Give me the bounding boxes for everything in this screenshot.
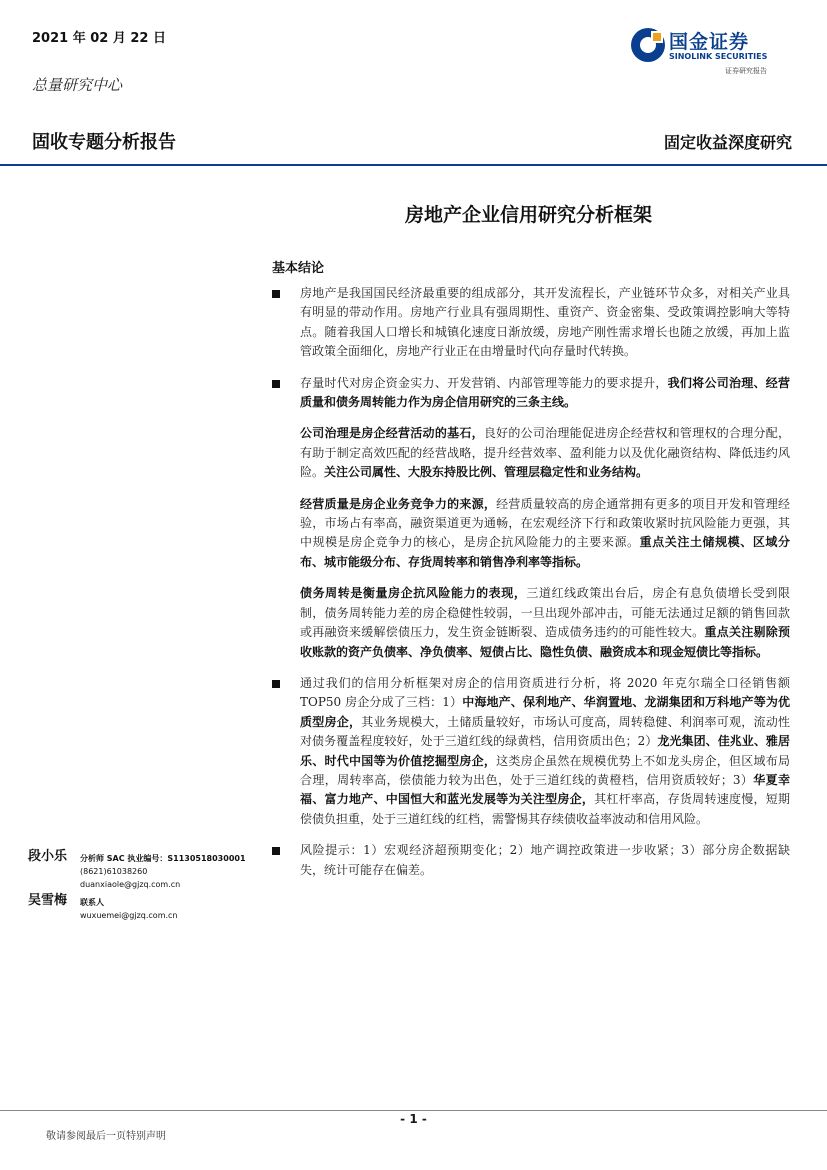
- bullet-emphasis: 我们将公司治理、经营质量和债务周转能力作为房企信用研究的三条主线。: [300, 375, 790, 410]
- author-role: 联系人: [80, 898, 104, 907]
- para-operating-quality: [270, 495, 790, 573]
- author-role: 分析师 SAC 执业编号：S1130518030001: [80, 854, 246, 863]
- report-series: 固定收益深度研究: [663, 133, 792, 152]
- bullet-three-mainlines: [270, 374, 790, 413]
- tier-quality: 中海地产、保利地产、华润置地、龙湖集团和万科地产等为优质型房企，: [300, 695, 790, 729]
- report-header-row: [32, 128, 792, 158]
- author-panel: [28, 850, 258, 938]
- para-focus: 关注公司属性、大股东持股比例、管理层稳定性和业务结构。: [324, 465, 649, 480]
- author-info: [80, 852, 246, 891]
- header-divider: [0, 164, 827, 166]
- tier-value: 龙光集团、佳兆业、雅居乐、时代中国等为价值挖掘型房企，: [300, 734, 790, 768]
- bullet-text: 这类房企虽然在规模优势上不如龙头房企，但区域布局合理，周转率高，偿债能力较为出色，处于三道红线的黄橙档，信用资质较好；3）: [300, 753, 790, 787]
- report-type: 固收专题分析报告: [32, 132, 176, 153]
- section-heading: 基本结论: [272, 261, 325, 276]
- para-focus: 重点关注土储规模、区域分布、城市能级分布、存货周转率和销售净利率等指标。: [300, 535, 790, 569]
- page-number: - 1 -: [400, 1112, 427, 1126]
- footer-disclaimer: 敬请参阅最后一页特别声明: [46, 1131, 166, 1142]
- para-debt-turnover: [270, 584, 790, 662]
- document-title: 房地产企业信用研究分析框架: [404, 204, 652, 226]
- para-text: 良好的公司治理能促进房企经营权和管理权的合理分配，有助于制定高效匹配的经营战略，提升经营效率、盈利能力以及优化融资结构、降低违约风险。: [300, 426, 790, 480]
- logo-subtitle: 证券研究报告: [725, 67, 767, 75]
- logo-name-en: SINOLINK SECURITIES: [669, 52, 768, 61]
- summary-content: [270, 284, 790, 892]
- para-focus: 重点关注剔除预收账款的资产负债率、净负债率、短债占比、隐性负债、融资成本和现金短债比等指标。: [300, 625, 790, 659]
- bullet-risk-warning: [270, 841, 790, 880]
- tier-watch: 华夏幸福、富力地产、中国恒大和蓝光发展等为关注型房企，: [300, 772, 790, 807]
- bullet-text: 通过我们的信用分析框架对房企的信用资质进行分析，将 2020 年克尔瑞全口径销售额 TOP50 房企分成了三档：1）: [300, 675, 790, 710]
- bullet-text: 存量时代对房企资金实力、开发营销、内部管理等能力的要求提升，: [300, 375, 668, 390]
- author-entry: [28, 850, 258, 894]
- bullet-text: 房地产是我国国民经济最重要的组成部分，其开发流程长，产业链环节众多，对相关产业具有明显的带动作用。房地产行业具有强周期性、重资产、资金密集、受政策调控影响大等特点。随着我国人口增长和城镇化速度日渐放缓，房地产刚性需求增长也随之放缓，再加上监管政策全面细化，房地产行业正在由增量时代向存量时代转换。: [300, 286, 790, 359]
- square-bullet-icon: [272, 847, 280, 855]
- sinolink-logo-icon: [629, 26, 667, 64]
- footer-divider: [0, 1110, 827, 1111]
- para-lead: 债务周转是衡量房企抗风险能力的表现，: [300, 586, 527, 601]
- report-date: 2021 年 02 月 22 日: [32, 31, 166, 46]
- square-bullet-icon: [272, 380, 280, 388]
- bullet-text: 其业务规模大，土储质量较好，市场认可度高，周转稳健、利润率可观，流动性对债务覆盖程度较好，处于三道红线的绿黄档，信用资质出色；2）: [300, 714, 790, 749]
- para-text: 三道红线政策出台后，房企有息负债增长受到限制，债务周转能力差的房企稳健性较弱，一旦出现外部冲击，可能无法通过足额的销售回款或再融资来缓解偿债压力，发生资金链断裂、造成债务违约的可能性较大。: [300, 586, 790, 640]
- author-info: [80, 896, 178, 922]
- author-email[interactable]: duanxiaole@gjzq.com.cn: [80, 880, 181, 889]
- square-bullet-icon: [272, 290, 280, 298]
- bullet-text: 风险提示：1）宏观经济超预期变化；2）地产调控政策进一步收紧；3）部分房企数据缺失，统计可能存在偏差。: [300, 843, 790, 877]
- logo-name-cn: 国金证券: [669, 31, 750, 53]
- para-lead: 公司治理是房企经营活动的基石，: [300, 426, 484, 441]
- department-name: 总量研究中心: [32, 76, 123, 94]
- bullet-tiering: [270, 674, 790, 829]
- square-bullet-icon: [272, 680, 280, 688]
- author-name: 段小乐: [28, 849, 68, 864]
- author-entry: [28, 894, 258, 938]
- author-email[interactable]: wuxuemei@gjzq.com.cn: [80, 911, 178, 920]
- author-phone: (8621)61038260: [80, 867, 148, 876]
- para-text: 经营质量较高的房企通常拥有更多的项目开发和管理经验，市场占有率高，融资渠道更为通畅，在宏观经济下行和政策收紧时抗风险能力更强，其中规模是房企竞争力的核心，是房企抗风险能力的主要来源。: [300, 496, 790, 550]
- author-name: 吴雪梅: [28, 893, 68, 908]
- bullet-industry-overview: [270, 284, 790, 362]
- para-corporate-governance: [270, 424, 790, 482]
- bullet-text: 其杠杆率高，存货周转速度慢，短期偿债负担重，处于三道红线的红档，需警惕其存续债收益率波动和信用风险。: [300, 792, 790, 826]
- para-lead: 经营质量是房企业务竞争力的来源，: [300, 496, 497, 511]
